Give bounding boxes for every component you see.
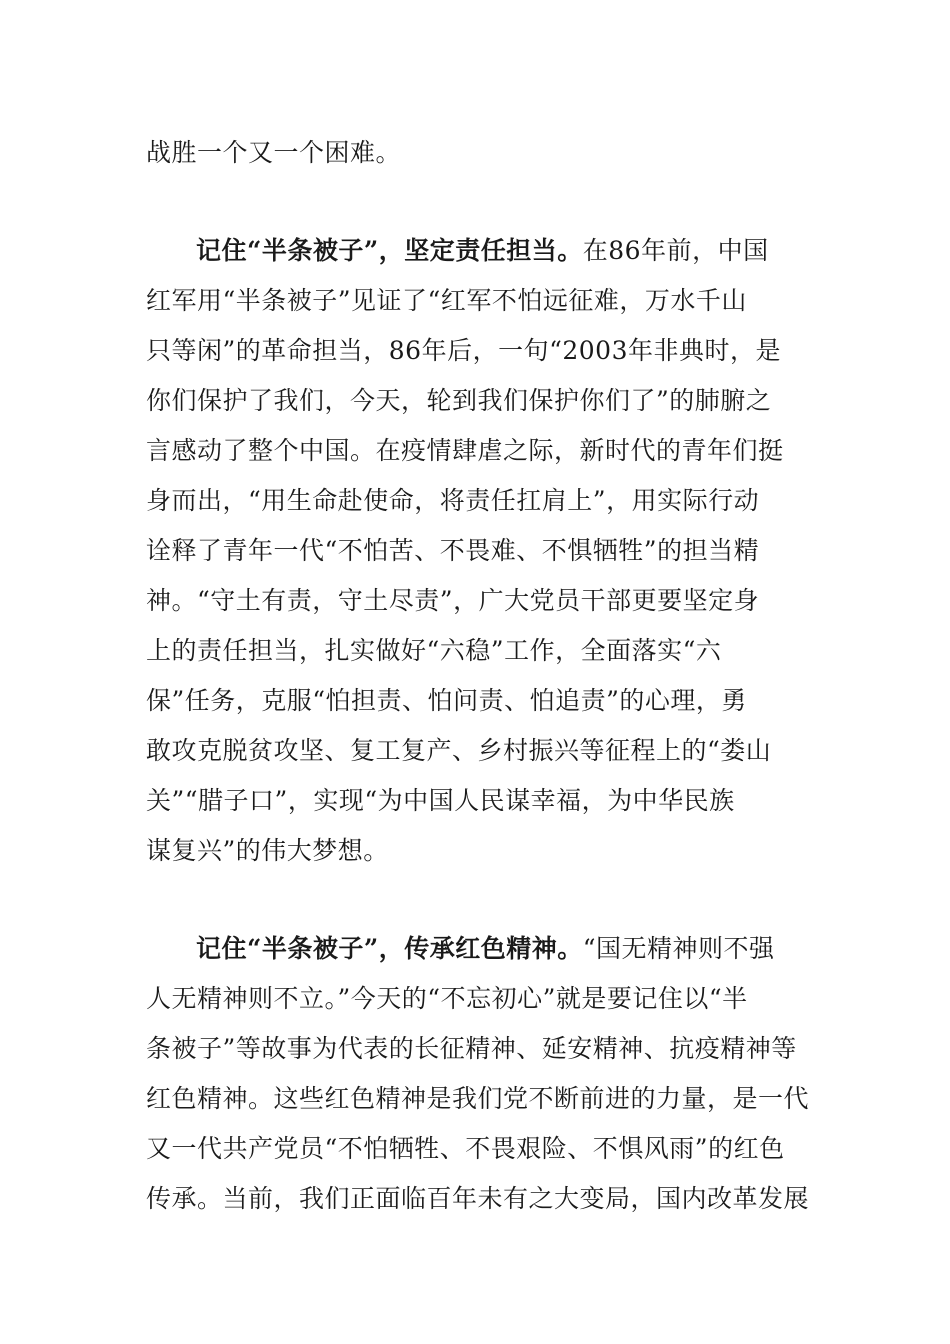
paragraph-1-line-4: 你们保护了我们，今天，轮到我们保护你们了”的肺腑之 — [146, 386, 772, 415]
paragraph-1-line-12: 关”“腊子口”，实现“为中国人民谋幸福，为中华民族 — [146, 786, 735, 815]
paragraph-2-line-1 — [196, 934, 775, 964]
paragraph-1-line-2: 红军用“半条被子”见证了“红军不怕远征难，万水千山 — [146, 286, 747, 315]
paragraph-1-line-11: 敢攻克脱贫攻坚、复工复产、乡村振兴等征程上的“娄山 — [146, 736, 772, 765]
paragraph-1-text: 在86年前，中国 — [582, 236, 769, 265]
paragraph-1-line-1 — [196, 236, 769, 266]
paragraph-2-line-6: 传承。当前，我们正面临百年未有之大变局，国内改革发展 — [146, 1184, 810, 1213]
paragraph-2-line-2: 人无精神则不立。”今天的“不忘初心”就是要记住以“半 — [146, 984, 748, 1013]
paragraph-2-line-3: 条被子”等故事为代表的长征精神、延安精神、抗疫精神等 — [146, 1034, 797, 1063]
paragraph-1-line-3: 只等闲”的革命担当，86年后，一句“2003年非典时，是 — [146, 336, 781, 365]
paragraph-2-line-4: 红色精神。这些红色精神是我们党不断前进的力量，是一代 — [146, 1084, 810, 1113]
paragraph-1-line-7: 诠释了青年一代“不怕苦、不畏难、不惧牺牲”的担当精 — [146, 536, 760, 565]
paragraph-1-line-8: 神。“守土有责，守土尽责”，广大党员干部更要坚定身 — [146, 586, 760, 615]
paragraph-1-line-6: 身而出，“用生命赴使命，将责任扛肩上”，用实际行动 — [146, 486, 760, 515]
paragraph-1-heading: 记住“半条被子”，坚定责任担当。 — [196, 236, 583, 265]
paragraph-2-line-5: 又一代共产党员“不怕牺牲、不畏艰险、不惧风雨”的红色 — [146, 1134, 785, 1163]
paragraph-2-text: “国无精神则不强 — [582, 934, 775, 963]
continuation-line: 战胜一个又一个困难。 — [146, 138, 402, 167]
paragraph-1-line-5: 言感动了整个中国。在疫情肆虐之际，新时代的青年们挺 — [146, 436, 784, 465]
paragraph-1-line-10: 保”任务，克服“怕担责、怕问责、怕追责”的心理，勇 — [146, 686, 747, 715]
paragraph-1-line-9: 上的责任担当，扎实做好“六稳”工作，全面落实“六 — [146, 636, 722, 665]
paragraph-2-heading: 记住“半条被子”，传承红色精神。 — [196, 934, 583, 963]
paragraph-1-line-13: 谋复兴”的伟大梦想。 — [146, 836, 389, 865]
